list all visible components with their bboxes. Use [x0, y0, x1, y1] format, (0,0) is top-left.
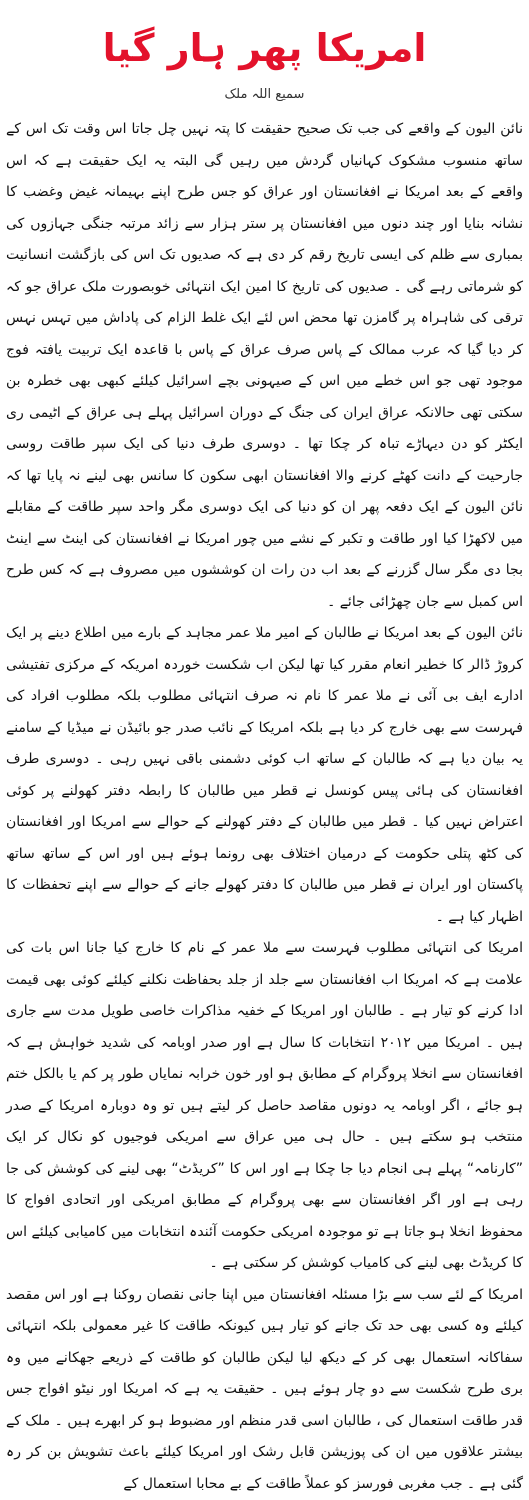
article-body — [6, 114, 523, 1500]
article-paragraph: نائن الیون کے واقعے کی جب تک صحیح حقیقت کا پتہ نہیں چل جاتا اس وقت تک اس کے ساتھ منسوب مشکوک کہانیاں گردش میں رہیں گی البتہ یہ ایک حقیقت ہے کہ اس واقعے کے بعد امریکا نے افغانستان اور عراق کو جس طرح اپنے بہیمانہ غیض وغضب کا نشانہ بنایا اور چند دنوں میں افغانستان پر ستر ہزار سے زائد مرتبہ جنگی جہازوں کی بمباری سے ظلم کی ایسی تاریخ رقم کر دی ہے کہ صدیوں تک اس کی بازگشت انسانیت کو شرماتی رہے گی ۔ صدیوں کی تاریخ کا امین ایک انتہائی خوبصورت ملک عراق جو کہ ترقی کی شاہراہ پر گامزن تھا محض اس لئے ایک غلط الزام کی پاداش میں تہس نہس کر دیا گیا کہ عرب ممالک کے پاس صرف عراق کے پاس با قاعدہ ایک تربیت یافتہ فوج موجود تھی جو اس خطے میں اس کے صیہونی بچے اسرائیل کیلئے کبھی بھی خطرہ بن سکتی تھی حالانکہ عراق ایران کی جنگ کے دوران اسرائیل پہلے ہی عراق کے اٹیمی ری ایکٹر کو دن دیہاڑے تباہ کر چکا تھا ۔ دوسری طرف دنیا کی ایک سپر طاقت روسی جارحیت کے دانت کھٹے کرنے والا افغانستان ابھی سکون کا سانس بھی لینے نہ پایا تھا کہ نائن الیون کے ایک دفعہ پھر ان کو دنیا کی ایک دوسری مگر واحد سپر طاقت کے مقابلے میں لاکھڑا کیا اور طاقت و تکبر کے نشے میں چور امریکا نے افغانستان کی اینٹ سے اینٹ بجا دی مگر سال گزرنے کے بعد اب دن رات ان کوششوں میں مصروف ہے کہ کس طرح اس کمبل سے جان چھڑائی جائے ۔ — [6, 114, 523, 618]
article-paragraph: نائن الیون کے بعد امریکا نے طالبان کے امیر ملا عمر مجاہد کے بارے میں اطلاع دینے پر ایک کروڑ ڈالر کا خطیر انعام مقرر کیا تھا لیکن اب شکست خوردہ امریکہ کے مرکزی تفتیشی ادارے ایف بی آئی نے ملا عمر کا نام نہ صرف انتہائی مطلوب بلکہ مطلوب افراد کی فہرست سے بھی خارج کر دیا ہے بلکہ امریکا کے نائب صدر جو بائیڈن نے میڈیا کے سامنے یہ بیان دیا ہے کہ طالبان کے ساتھ اب کوئی دشمنی باقی نہیں رہی ۔ دوسری طرف افغانستان کی ہائی پیس کونسل نے قطر میں طالبان کا رابطہ دفتر کھولنے پر کوئی اعتراض نہیں کیا ۔ قطر میں طالبان کے دفتر کھولنے کے حوالے سے امریکا اور افغانستان کی کٹھ پتلی حکومت کے درمیان اختلاف بھی رونما ہوئے ہیں اور اس کے ساتھ ساتھ پاکستان اور ایران نے قطر میں طالبان کا دفتر کھولے جانے کے حوالے سے اپنے تحفظات کا اظہار کیا ہے ۔ — [6, 618, 523, 933]
article-paragraph: امریکا کے لئے سب سے بڑا مسئلہ افغانستان میں اپنا جانی نقصان روکنا ہے اور اس مقصد کیلئے وہ کسی بھی حد تک جانے کو تیار ہیں کیونکہ طاقت کا غیر معمولی بلکہ انتہائی سفاکانہ استعمال بھی کر کے دیکھ لیا لیکن طالبان کو طاقت کے ذریعے جھکانے میں وہ بری طرح شکست سے دو چار ہوئے ہیں ۔ حقیقت یہ ہے کہ امریکا اور نیٹو افواج جس قدر طاقت استعمال کی ، طالبان اسی قدر منظم اور مضبوط ہو کر ابھرے ہیں ۔ ملک کے بیشتر علاقوں میں ان کی پوزیشن قابل رشک اور امریکا کیلئے باعث تشویش بن کر رہ گئی ہے ۔ جب مغربی فورسز کو عملاً طاقت کے بے محابا استعمال کے — [6, 1280, 523, 1500]
article-paragraph: امریکا کی انتہائی مطلوب فہرست سے ملا عمر کے نام کا خارج کیا جانا اس بات کی علامت ہے کہ امریکا اب افغانستان سے جلد از جلد بحفاظت نکلنے کیلئے کوئی بھی قیمت ادا کرنے کو تیار ہے ۔ طالبان اور امریکا کے خفیہ مذاکرات خاصی طویل مدت سے جاری ہیں ۔ امریکا میں ۲۰۱۲ انتخابات کا سال ہے اور صدر اوبامہ کی شدید خواہش ہے کہ افغانستان سے انخلا پروگرام کے مطابق ہو اور خون خرابہ نمایاں طور پر کم یا بالکل ختم ہو جائے ، اگر اوبامہ یہ دونوں مقاصد حاصل کر لیتے ہیں تو وہ دوبارہ امریکا کے صدر منتخب ہو سکتے ہیں ۔ حال ہی میں عراق سے امریکی فوجیوں کو نکال کر ایک ”کارنامہ“ پہلے ہی انجام دیا جا چکا ہے اور اس کا ”کریڈٹ“ بھی لینے کی کوشش کی جا رہی ہے اور اگر افغانستان سے بھی پروگرام کے مطابق امریکی اور اتحادی افواج کا محفوظ انخلا ہو جاتا ہے تو موجودہ امریکی حکومت آئندہ انتخابات میں کامیابی کیلئے اس کا کریڈٹ بھی لینے کی کامیاب کوشش کر سکتی ہے ۔ — [6, 933, 523, 1280]
author-byline: سمیع اللہ ملک — [6, 86, 523, 104]
article-headline: امریکا پھر ہار گیا — [6, 24, 523, 72]
